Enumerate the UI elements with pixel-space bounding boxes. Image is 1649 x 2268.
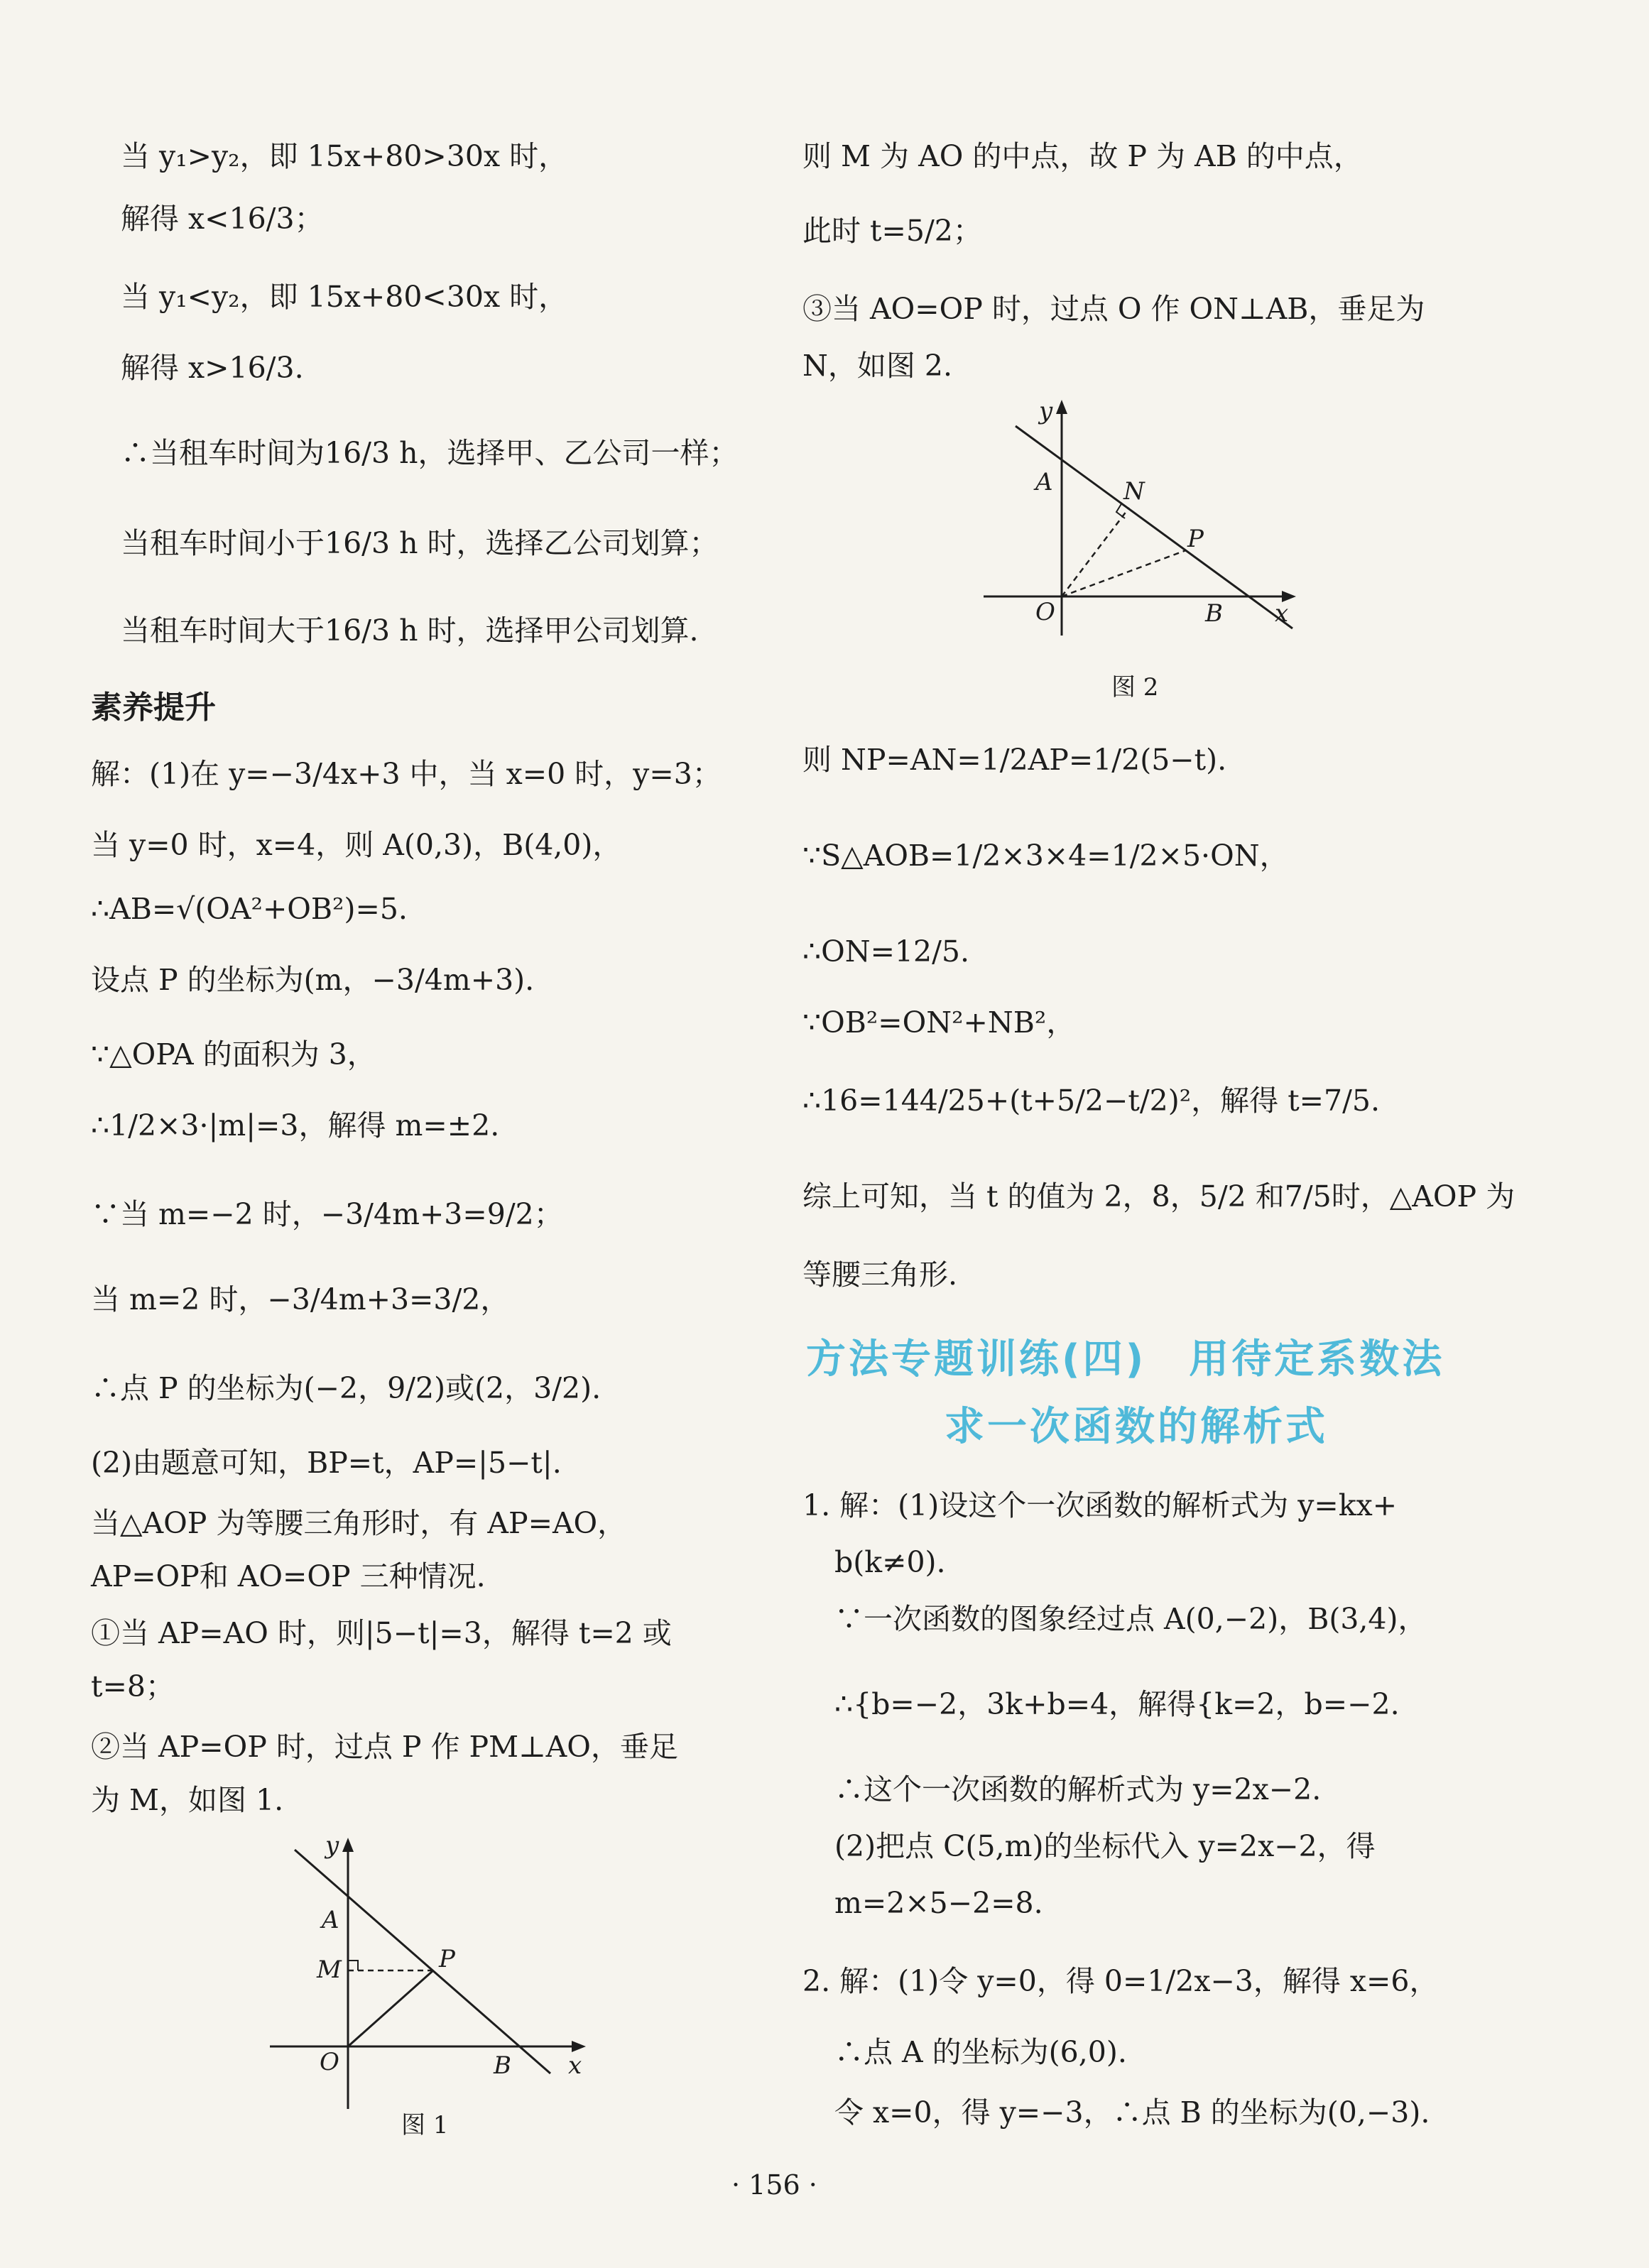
text-line: ∴点 P 的坐标为(−2，9/2)或(2，3/2). <box>91 1371 602 1405</box>
text-line: 解得 x>16/3. <box>121 351 304 385</box>
text-line: ①当 AP=AO 时，则|5−t|=3，解得 t=2 或 <box>91 1616 672 1650</box>
text-line: 2. 解：(1)令 y=0，得 0=1/2x−3，解得 x=6， <box>802 1964 1439 1998</box>
label-x: x <box>568 2051 582 2080</box>
text-line: ∴当租车时间为16/3 h，选择甲、乙公司一样； <box>121 436 739 470</box>
segment-op <box>1062 550 1186 596</box>
text-line: N，如图 2. <box>802 349 953 383</box>
text-line: 当租车时间大于16/3 h 时，选择甲公司划算. <box>121 614 699 648</box>
y-axis-arrow <box>1056 400 1067 414</box>
label-n: N <box>1123 477 1145 506</box>
label-p: P <box>439 1945 455 1973</box>
text-line: m=2×5−2=8. <box>834 1886 1043 1920</box>
text-line: 解：(1)在 y=−3/4x+3 中，当 x=0 时，y=3； <box>91 757 722 791</box>
label-y: y <box>325 1832 339 1860</box>
right-angle-mark <box>348 1961 358 1970</box>
label-b: B <box>1205 599 1223 628</box>
text-line: ②当 AP=OP 时，过点 P 作 PM⊥AO，垂足 <box>91 1730 678 1764</box>
figure-2-caption: 图 2 <box>1111 673 1159 702</box>
text-line: ∴1/2×3·|m|=3，解得 m=±2. <box>91 1108 500 1143</box>
figure-1 <box>263 1832 589 2119</box>
text-line: ∴{b=−2，3k+b=4，解得{k=2，b=−2. <box>834 1687 1400 1721</box>
text-line: b(k≠0). <box>834 1545 946 1579</box>
method-title-line-2: 求一次函数的解析式 <box>945 1404 1328 1450</box>
text-line: 设点 P 的坐标为(m，−3/4m+3). <box>91 963 535 997</box>
figure-1-diagram <box>263 1832 589 2116</box>
y-axis-arrow <box>342 1838 354 1852</box>
text-line: (2)由题意可知，BP=t，AP=|5−t|. <box>91 1446 562 1480</box>
text-line: ∵S△AOB=1/2×3×4=1/2×5·ON， <box>802 839 1289 873</box>
label-b: B <box>494 2051 511 2080</box>
x-axis-arrow <box>572 2041 586 2052</box>
label-a: A <box>322 1906 339 1934</box>
label-y: y <box>1039 397 1053 425</box>
text-line: 则 NP=AN=1/2AP=1/2(5−t). <box>802 743 1227 777</box>
text-line: 综上可知，当 t 的值为 2，8，5/2 和7/5时，△AOP 为 <box>802 1179 1515 1214</box>
text-line: ∴这个一次函数的解析式为 y=2x−2. <box>834 1772 1322 1806</box>
text-line: 解得 x<16/3； <box>121 202 324 236</box>
label-m: M <box>317 1956 342 1984</box>
figure-2-diagram <box>973 394 1307 650</box>
text-line: (2)把点 C(5,m)的坐标代入 y=2x−2，得 <box>834 1829 1376 1863</box>
text-line: ∴点 A 的坐标为(6,0). <box>834 2035 1127 2069</box>
text-line: ∴AB=√(OA²+OB²)=5. <box>91 892 408 926</box>
text-line: 当 y=0 时，x=4，则 A(0,3)，B(4,0)， <box>91 828 622 862</box>
section-heading: 素养提升 <box>91 689 216 726</box>
label-a: A <box>1035 468 1053 496</box>
text-line: ∵OB²=ON²+NB²， <box>802 1005 1076 1040</box>
text-line: 等腰三角形. <box>802 1258 958 1292</box>
text-line: ∵△OPA 的面积为 3， <box>91 1037 376 1072</box>
line-ab <box>1016 426 1292 628</box>
text-line: ∴16=144/25+(t+5/2−t/2)²，解得 t=7/5. <box>802 1084 1381 1118</box>
label-p: P <box>1187 525 1204 553</box>
text-line: ∵一次函数的图象经过点 A(0,−2)，B(3,4)， <box>834 1602 1427 1636</box>
segment-op <box>348 1970 433 2046</box>
text-line: 令 x=0，得 y=−3，∴点 B 的坐标为(0,−3). <box>834 2095 1430 2130</box>
text-line: 当租车时间小于16/3 h 时，选择乙公司划算； <box>121 526 719 560</box>
text-line: 当 y₁<y₂，即 15x+80<30x 时， <box>121 280 568 314</box>
text-line: 此时 t=5/2； <box>802 214 982 248</box>
text-line: 当 m=2 时，−3/4m+3=3/2， <box>91 1282 510 1316</box>
figure-2 <box>973 394 1307 653</box>
figure-1-caption: 图 1 <box>401 2111 449 2139</box>
text-line: ∵当 m=−2 时，−3/4m+3=9/2； <box>91 1197 563 1231</box>
text-line: 则 M 为 AO 的中点，故 P 为 AB 的中点， <box>802 139 1363 173</box>
label-o: O <box>1035 598 1055 626</box>
segment-on <box>1062 508 1129 596</box>
text-line: ③当 AO=OP 时，过点 O 作 ON⊥AB，垂足为 <box>802 292 1425 326</box>
method-title-line-1: 方法专题训练(四) 用待定系数法 <box>806 1336 1445 1383</box>
text-line: 当 y₁>y₂，即 15x+80>30x 时， <box>121 139 568 173</box>
page-number: · 156 · <box>731 2169 817 2201</box>
text-line: t=8； <box>91 1669 175 1703</box>
label-o: O <box>320 2048 339 2076</box>
text-line: AP=OP和 AO=OP 三种情况. <box>91 1559 486 1593</box>
text-line: ∴ON=12/5. <box>802 934 970 969</box>
text-line: 1. 解：(1)设这个一次函数的解析式为 y=kx+ <box>802 1488 1398 1522</box>
text-line: 为 M，如图 1. <box>91 1783 284 1817</box>
label-x: x <box>1275 599 1289 628</box>
text-line: 当△AOP 为等腰三角形时，有 AP=AO， <box>91 1506 627 1540</box>
